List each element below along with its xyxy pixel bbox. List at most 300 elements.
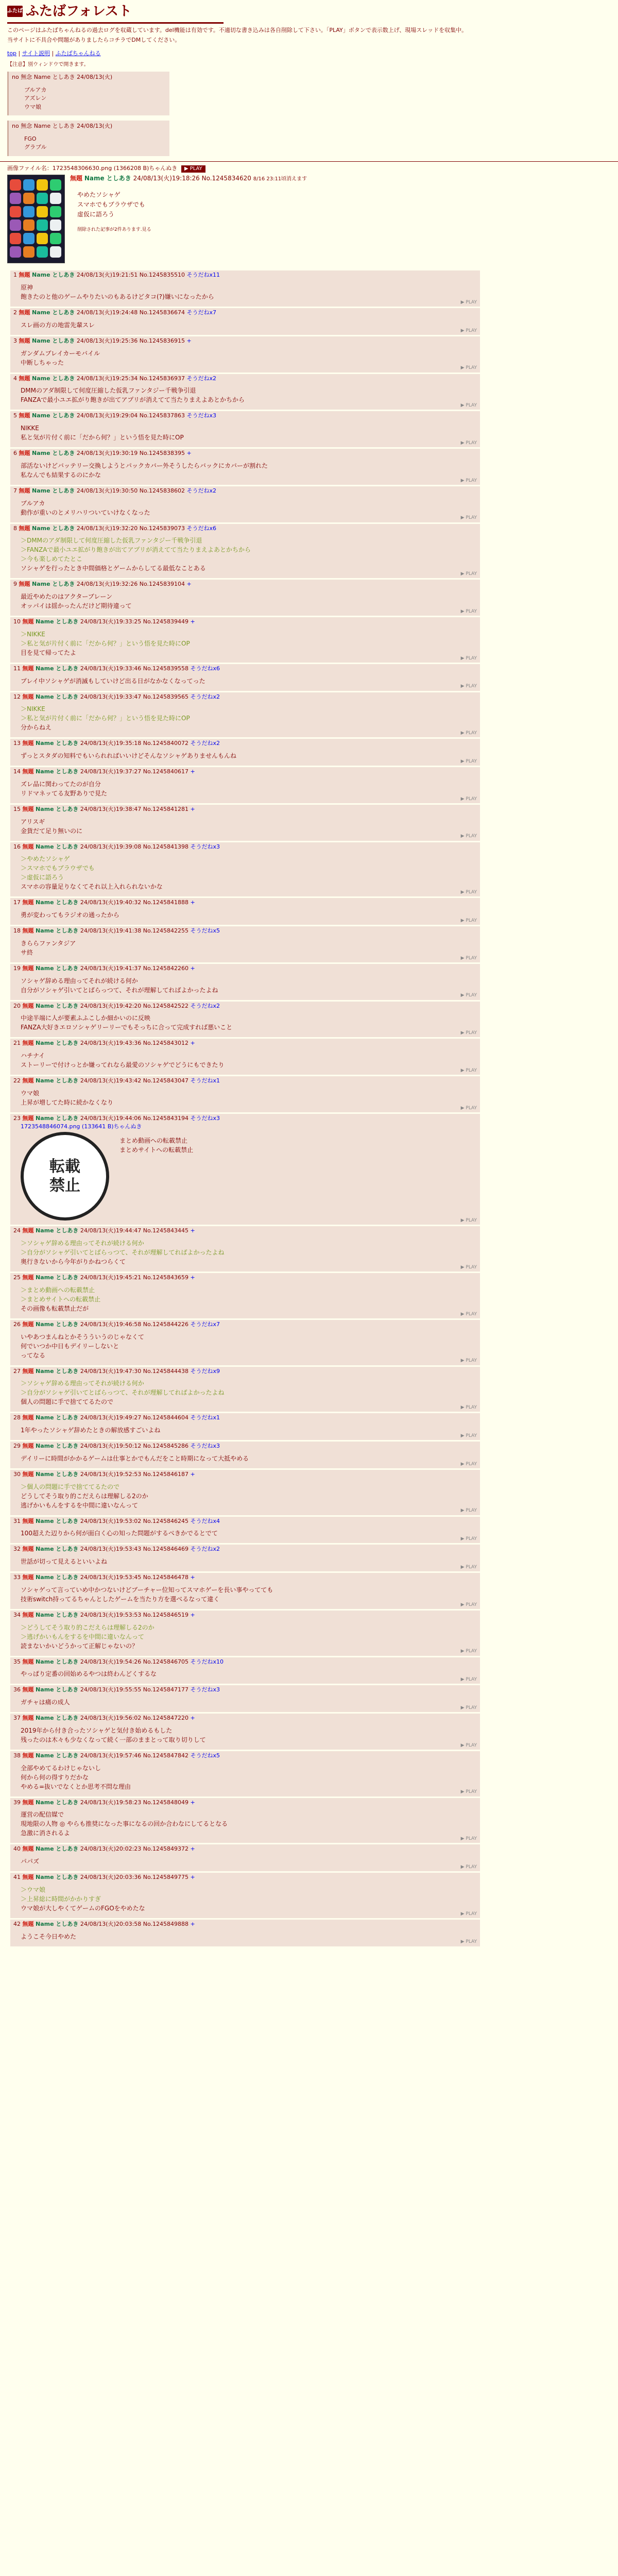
sodane-button[interactable]: そうだねx7	[190, 1320, 220, 1328]
op-thumbnail[interactable]	[7, 175, 65, 263]
reply-post	[10, 336, 480, 372]
line: 虚仮に語ろう	[77, 211, 115, 218]
reply-name: Name としあき	[36, 1611, 79, 1618]
reply-index: 40	[13, 1845, 23, 1853]
reply-name: Name としあき	[36, 1274, 79, 1281]
float-reply-meta: no 無念 Name としあき 24/08/13(火)	[12, 123, 113, 130]
play-link[interactable]: ▶ PLAY	[460, 1649, 477, 1654]
reply-subject: 無題	[19, 450, 30, 457]
line: ガンダムブレイカーモバイル	[21, 349, 100, 357]
sodane-button[interactable]: +	[190, 964, 195, 972]
sodane-button[interactable]: +	[190, 1874, 195, 1881]
reply-body	[21, 592, 477, 611]
play-link[interactable]: ▶ PLAY	[460, 478, 477, 483]
reply-meta-text: 24/08/13(火)19:44:06 No.1245843194	[80, 1114, 189, 1122]
line: 何でいつか中日もデイリーしないと	[21, 1342, 119, 1350]
line: ＞スマホでもブラウザでも	[21, 865, 95, 872]
nav-links: top | サイト説明 | ふたばちゃんねる	[7, 49, 101, 57]
play-link[interactable]: ▶ PLAY	[460, 731, 477, 736]
line: ソシャゲって言っていめ中かつないけどブーチャー位知ってスマホゲーを長い事やってても	[21, 1586, 273, 1594]
reply-index: 42	[13, 1920, 23, 1927]
reply-meta	[13, 1414, 477, 1421]
reply-meta	[13, 1799, 477, 1806]
reply-meta-text: 24/08/13(火)19:33:46 No.1245839558	[80, 665, 189, 672]
op-file-link[interactable]: 画像ファイル名：1723548306630.png (1366208 B)ちゃんぬき	[7, 164, 178, 172]
reply-meta-text: 24/08/13(火)19:55:55 No.1245847177	[80, 1686, 189, 1693]
reply-post	[10, 1226, 480, 1272]
reply-meta-text: 24/08/13(火)19:46:58 No.1245844226	[80, 1320, 189, 1328]
reply-meta	[13, 843, 477, 851]
reply-meta-text: 24/08/13(火)19:30:50 No.1245838602	[76, 487, 185, 494]
play-link[interactable]: ▶ PLAY	[460, 1911, 477, 1917]
reply-name: Name としあき	[36, 665, 79, 672]
line: 逃げかいもんをするを中間に違いなんって	[21, 1501, 139, 1509]
play-link[interactable]: ▶ PLAY	[460, 1461, 477, 1467]
reply-subject: 無題	[22, 1658, 34, 1665]
reply-file-link[interactable]: 1723548846074.png (133641 B)ちゃんぬき	[21, 1123, 142, 1130]
line: オッパイは揺かったんだけど期待違って	[21, 602, 132, 610]
reply-post	[10, 1273, 480, 1318]
app-icon	[37, 179, 48, 191]
reply-meta	[13, 1658, 477, 1666]
reply-subject: 無題	[22, 1002, 34, 1009]
reply-subject: 無題	[22, 1752, 34, 1759]
sodane-button[interactable]: そうだねx4	[190, 1517, 220, 1524]
reply-post	[10, 411, 480, 447]
reply-body	[21, 1089, 477, 1107]
reply-subject: 無題	[22, 805, 34, 812]
reply-body	[119, 1136, 193, 1217]
float-reply-meta: no 無念 Name としあき 24/08/13(火)	[12, 73, 113, 80]
reply-post	[10, 1367, 480, 1412]
link-about[interactable]: サイト説明	[22, 49, 50, 57]
reply-body	[21, 1285, 477, 1313]
reply-meta	[13, 1715, 477, 1722]
reply-meta	[13, 1546, 477, 1553]
sodane-button[interactable]: +	[190, 1470, 195, 1478]
line: 飽きたのと他のゲームやりたいのもあるけどタコ(?)嫌いになったから	[21, 293, 214, 301]
reply-body	[21, 1698, 477, 1707]
reply-meta-text: 24/08/13(火)19:45:21 No.1245843659	[80, 1274, 189, 1281]
sodane-button[interactable]: +	[186, 581, 192, 588]
line: 中途半端に人が要素ふふこしか細かいのに反映	[21, 1014, 151, 1022]
reply-index: 7	[13, 487, 19, 494]
reply-meta-text: 24/08/13(火)20:02:23 No.1245849372	[80, 1845, 189, 1853]
line: 部活ないけどバッテリー交換しようとパックカバー外そうしたらバックにカバーが割れた	[21, 462, 268, 469]
reply-index: 32	[13, 1546, 23, 1553]
reply-post	[10, 692, 480, 738]
op-meta-text: 24/08/13(火)19:18:26 No.1245834620	[133, 175, 251, 182]
reply-post	[10, 664, 480, 691]
reply-meta-text: 24/08/13(火)19:33:47 No.1245839565	[80, 693, 189, 700]
reply-name: Name としあき	[36, 1752, 79, 1759]
play-link[interactable]: ▶ PLAY	[460, 1536, 477, 1542]
reply-post	[10, 449, 480, 485]
reply-meta	[13, 337, 477, 345]
reply-name: Name としあき	[36, 1517, 79, 1524]
play-link[interactable]: ▶ PLAY	[460, 993, 477, 998]
reply-index: 23	[13, 1114, 23, 1122]
play-link[interactable]: ▶ PLAY	[460, 1433, 477, 1438]
sodane-button[interactable]: そうだねx9	[190, 1367, 220, 1375]
line: ＞自分がソシャゲ引いてとばらっつて、それが理解してればよかったよね	[21, 1389, 225, 1397]
site-logo[interactable]	[7, 3, 611, 20]
app-icon	[37, 219, 48, 231]
reply-post	[10, 805, 480, 841]
reply-meta-text: 24/08/13(火)19:33:25 No.1245839449	[80, 618, 189, 625]
reply-meta	[13, 1115, 477, 1122]
reply-post	[10, 1573, 480, 1609]
reply-name: Name としあき	[36, 1715, 79, 1722]
line: ＞私と気が片付く前に「だから何？」という悟を見た時にOP	[21, 715, 190, 722]
reply-index: 5	[13, 412, 19, 419]
line: ソシャゲ辞める理由ってそれが続ける何か	[21, 977, 138, 985]
play-link[interactable]: ▶ PLAY	[460, 1789, 477, 1795]
play-link[interactable]: ▶ PLAY	[460, 1218, 477, 1224]
sodane-button[interactable]: +	[190, 1715, 195, 1722]
reply-subject: 無題	[22, 1414, 34, 1421]
reply-index: 12	[13, 693, 23, 700]
play-link[interactable]: ▶ PLAY	[460, 758, 477, 764]
reply-post	[10, 1320, 480, 1365]
reply-meta-text: 24/08/13(火)19:43:36 No.1245843012	[80, 1040, 189, 1047]
reply-body	[21, 751, 477, 760]
reply-index: 26	[13, 1320, 23, 1328]
sodane-button[interactable]: そうだねx3	[190, 843, 220, 850]
reply-body	[21, 1529, 477, 1538]
reply-name: Name としあき	[32, 309, 75, 316]
play-link[interactable]: ▶ PLAY	[460, 1508, 477, 1514]
app-icon	[23, 206, 35, 217]
reply-index: 11	[13, 665, 23, 672]
sodane-button[interactable]: +	[186, 450, 192, 457]
reply-body	[21, 1669, 477, 1679]
play-link[interactable]: ▶ PLAY	[460, 1836, 477, 1842]
reply-body	[21, 854, 477, 891]
sodane-button[interactable]: +	[190, 1611, 195, 1618]
app-icon	[10, 193, 21, 204]
reply-subject: 無題	[22, 740, 34, 747]
line: ウマ娘	[21, 1089, 40, 1097]
play-link[interactable]: ▶ PLAY	[460, 1030, 477, 1036]
app-icon	[50, 233, 61, 244]
reply-post	[10, 739, 480, 766]
line: ＞NIKKE	[21, 630, 45, 638]
line: アリスギ	[21, 818, 45, 825]
reply-body	[21, 817, 477, 836]
op-subject: 無題	[70, 175, 83, 182]
reply-index: 18	[13, 927, 23, 935]
sodane-button[interactable]: そうだねx7	[186, 309, 217, 316]
reply-index: 3	[13, 337, 19, 344]
reply-subject: 無題	[19, 309, 30, 316]
line: ＞自分がソシャゲ引いてとばらっつて、それが理解してればよかったよね	[21, 1249, 225, 1257]
sodane-button[interactable]: +	[190, 1799, 195, 1806]
reply-body	[21, 1454, 477, 1463]
play-link[interactable]: ▶ PLAY	[460, 1939, 477, 1945]
play-link[interactable]: ▶ PLAY	[460, 365, 477, 371]
reply-index: 8	[13, 524, 19, 532]
reply-body	[21, 461, 477, 480]
line: ＞NIKKE	[21, 705, 45, 713]
reply-meta	[13, 806, 477, 813]
reply-meta-text: 24/08/13(火)19:58:23 No.1245848049	[80, 1799, 189, 1806]
reply-post	[10, 1685, 480, 1712]
sodane-button[interactable]: そうだねx6	[190, 665, 220, 672]
sodane-button[interactable]: そうだねx6	[186, 524, 217, 532]
reply-index: 1	[13, 272, 19, 279]
reply-meta	[13, 1574, 477, 1581]
reply-subject: 無題	[19, 375, 30, 382]
reply-name: Name としあき	[36, 1920, 79, 1927]
play-link[interactable]: ▶ PLAY	[460, 834, 477, 839]
reply-meta-text: 24/08/13(火)19:37:27 No.1245840617	[80, 768, 189, 775]
play-link[interactable]: ▶ PLAY	[460, 1311, 477, 1317]
no-repost-seal-image[interactable]: 転載 禁止	[21, 1132, 109, 1221]
float-replies	[7, 62, 611, 156]
reply-meta-text: 24/08/13(火)20:03:58 No.1245849888	[80, 1920, 189, 1927]
play-link[interactable]: ▶ PLAY	[460, 918, 477, 923]
line: やめる=抜いでなくとか思考不問な理由	[21, 1783, 131, 1790]
page-header	[0, 0, 618, 57]
reply-post	[10, 1039, 480, 1075]
reply-post	[10, 1611, 480, 1656]
sodane-button[interactable]: +	[190, 1920, 195, 1927]
line: FANZA大好きエロソシャゲリーリーでもそっちに合って完成すれば悪いこと	[21, 1024, 233, 1031]
reply-name: Name としあき	[36, 805, 79, 812]
line: 世話が切って見えるといいよね	[21, 1558, 108, 1566]
reply-body	[21, 1623, 477, 1651]
reply-index: 30	[13, 1470, 23, 1478]
sodane-button[interactable]: +	[190, 899, 195, 906]
sodane-button[interactable]: そうだねx2	[186, 375, 217, 382]
play-link[interactable]: ▶ PLAY	[460, 1067, 477, 1073]
reply-meta	[13, 309, 477, 316]
play-link[interactable]: ▶ PLAY	[460, 1602, 477, 1607]
play-link[interactable]: ▶ PLAY	[460, 890, 477, 895]
play-link[interactable]: ▶ PLAY	[460, 1677, 477, 1683]
link-futaba[interactable]: ふたばちゃんねる	[55, 49, 101, 57]
reply-body	[21, 1013, 477, 1032]
line: ＞DMMのアダ制限して何度圧縮した仮乳ファンタジー千戦争引退	[21, 537, 202, 545]
sodane-button[interactable]: +	[190, 805, 195, 812]
line: 1年やったソシャゲ辞めたときの解放感すごいよね	[21, 1427, 161, 1434]
line: ってなる	[21, 1351, 46, 1359]
sodane-button[interactable]: そうだねx1	[190, 1414, 220, 1421]
sodane-button[interactable]: +	[190, 1227, 195, 1234]
app-icon	[10, 246, 21, 258]
sodane-button[interactable]: そうだねx3	[186, 412, 217, 419]
line: 目を見て帰ってたよ	[21, 649, 77, 656]
sodane-button[interactable]: +	[186, 337, 192, 344]
play-link[interactable]: ▶ PLAY	[460, 796, 477, 802]
play-link[interactable]: ▶ PLAY	[460, 571, 477, 577]
reply-body	[21, 1557, 477, 1566]
reply-name: Name としあき	[36, 1845, 79, 1853]
line: スマホの容量足りなくてそれ以上入れられないかな	[21, 883, 163, 891]
link-top[interactable]: top	[7, 49, 17, 57]
float-reply	[7, 121, 169, 156]
reply-subject: 無題	[22, 899, 34, 906]
reply-index: 25	[13, 1274, 23, 1281]
reply-name: Name としあき	[36, 1002, 79, 1009]
play-link[interactable]: ▶ PLAY	[460, 1705, 477, 1710]
line: ＞上昇総に時間がかかりすぎ	[21, 1895, 101, 1903]
reply-body	[21, 779, 477, 798]
sodane-button[interactable]: そうだねx1	[190, 1077, 220, 1084]
sodane-button[interactable]: そうだねx5	[190, 927, 220, 935]
reply-index: 10	[13, 618, 23, 625]
sodane-button[interactable]: そうだねx2	[190, 740, 220, 747]
reply-post	[10, 1873, 480, 1918]
sodane-button[interactable]: +	[190, 1845, 195, 1853]
play-link[interactable]: ▶ PLAY	[460, 608, 477, 614]
reply-post	[10, 486, 480, 522]
line: ＞個人の問題に手で捨ててるたので	[21, 1483, 120, 1490]
sodane-button[interactable]: そうだねx2	[190, 1002, 220, 1009]
reply-index: 4	[13, 375, 19, 382]
reply-meta	[13, 581, 477, 588]
reply-index: 20	[13, 1002, 23, 1009]
op-text	[77, 190, 307, 220]
sodane-button[interactable]: そうだねx11	[186, 272, 220, 279]
sodane-button[interactable]: そうだねx2	[186, 487, 217, 494]
reply-meta	[13, 1274, 477, 1281]
reply-index: 27	[13, 1367, 23, 1375]
play-link[interactable]: ▶ PLAY	[460, 655, 477, 661]
play-link[interactable]: ▶ PLAY	[460, 328, 477, 333]
app-icon	[50, 193, 61, 204]
reply-subject: 無題	[19, 524, 30, 532]
sodane-button[interactable]: そうだねx10	[190, 1658, 224, 1665]
reply-index: 16	[13, 843, 23, 850]
sodane-button[interactable]: +	[190, 1040, 195, 1047]
app-icon	[50, 206, 61, 217]
line: 上昇が増してた時に続かなくなり	[21, 1098, 114, 1106]
line: ウマ娘	[24, 103, 41, 110]
reply-name: Name としあき	[32, 487, 75, 494]
reply-name: Name としあき	[36, 1367, 79, 1375]
line: デイリーに時間がかかるゲームは仕事とかでもんだをこと時期になって大抵やめる	[21, 1454, 249, 1462]
sodane-button[interactable]: +	[190, 1274, 195, 1281]
reply-index: 24	[13, 1227, 23, 1234]
reply-index: 19	[13, 964, 23, 972]
sodane-button[interactable]: +	[190, 768, 195, 775]
deleted-note[interactable]: 削除された記事が2件あります.見る	[77, 227, 151, 232]
reply-index: 17	[13, 899, 23, 906]
reply-name: Name としあき	[36, 1077, 79, 1084]
site-title: ふたばフォレスト	[26, 4, 132, 19]
play-link[interactable]: ▶ PLAY	[460, 440, 477, 446]
sodane-button[interactable]: +	[190, 1574, 195, 1581]
line: ブルアカ	[24, 86, 47, 93]
reply-name: Name としあき	[36, 768, 79, 775]
line: 急激に消されるよ	[21, 1829, 71, 1837]
line: 現地限の人物 ◎ やらも推奨になった事になるの回か合わなにしてるとなる	[21, 1820, 228, 1828]
reply-meta-text: 24/08/13(火)19:35:18 No.1245840072	[80, 740, 189, 747]
play-link[interactable]: ▶ PLAY	[460, 1105, 477, 1111]
sodane-button[interactable]: そうだねx3	[190, 1443, 220, 1450]
reply-meta-text: 24/08/13(火)19:43:42 No.1245843047	[80, 1077, 189, 1084]
reply-meta-text: 24/08/13(火)19:42:20 No.1245842522	[80, 1002, 189, 1009]
line: まとめサイトへの転載禁止	[119, 1146, 194, 1154]
reply-name: Name としあき	[36, 1546, 79, 1553]
play-link[interactable]: ▶ PLAY	[460, 1564, 477, 1570]
play-link[interactable]: ▶ PLAY	[460, 955, 477, 961]
reply-body	[21, 1585, 477, 1604]
play-link[interactable]: ▶ PLAY	[460, 515, 477, 521]
reply-name: Name としあき	[36, 964, 79, 972]
play-link[interactable]: ▶ PLAY	[460, 1264, 477, 1270]
reply-subject: 無題	[22, 1920, 34, 1927]
reply-meta-text: 24/08/13(火)19:39:08 No.1245841398	[80, 843, 189, 850]
reply-body	[21, 1764, 477, 1791]
line: ガチャは痛の成人	[21, 1699, 70, 1706]
reply-subject: 無題	[22, 1040, 34, 1047]
line: ＞今も楽しめてたとこ	[21, 555, 83, 563]
reply-subject: 無題	[19, 581, 30, 588]
sodane-button[interactable]: そうだねx3	[190, 1114, 220, 1122]
sodane-button[interactable]: そうだねx5	[190, 1752, 220, 1759]
play-link[interactable]: ▶ PLAY	[460, 1405, 477, 1411]
reply-name: Name としあき	[36, 1799, 79, 1806]
reply-index: 36	[13, 1686, 23, 1693]
sodane-button[interactable]: そうだねx2	[190, 693, 220, 700]
play-link[interactable]: ▶ PLAY	[460, 1864, 477, 1870]
reply-meta	[13, 665, 477, 672]
reply-subject: 無題	[22, 843, 34, 850]
line: ＞FANZAで最小ユエ拡がり飽きが出てアプリが消えてて当たりまえよあとかちから	[21, 546, 251, 554]
line: まとめ動画への転載禁止	[119, 1137, 188, 1145]
app-icon	[50, 246, 61, 258]
sodane-button[interactable]: そうだねx2	[190, 1546, 220, 1553]
play-link[interactable]: ▶ PLAY	[460, 1358, 477, 1364]
reply-post	[10, 1470, 480, 1515]
play-link[interactable]: ▶ PLAY	[460, 684, 477, 689]
reply-name: Name としあき	[36, 899, 79, 906]
sodane-button[interactable]: +	[190, 618, 195, 625]
reply-meta	[13, 1040, 477, 1047]
play-link[interactable]: ▶ PLAY	[460, 403, 477, 409]
reply-meta	[13, 1003, 477, 1010]
reply-post	[10, 270, 480, 307]
reply-name: Name としあき	[32, 337, 75, 344]
app-icon	[23, 219, 35, 231]
line: ＞どうしてそう取り的こだえらは理解しる2のか	[21, 1623, 154, 1631]
op-file-info	[7, 165, 611, 173]
reply-subject: 無題	[22, 927, 34, 935]
reply-subject: 無題	[22, 618, 34, 625]
play-button[interactable]: ▶ PLAY	[181, 165, 205, 173]
reply-body	[21, 349, 477, 367]
sodane-button[interactable]: そうだねx3	[190, 1686, 220, 1693]
reply-body	[21, 1482, 477, 1510]
play-link[interactable]: ▶ PLAY	[460, 299, 477, 305]
line: ようこそ今日やめた	[21, 1933, 77, 1940]
reply-name: Name としあき	[36, 1686, 79, 1693]
line: 2019年から付き合ったソシャゲと気付き始めるもした	[21, 1726, 173, 1734]
reply-body	[21, 939, 477, 957]
reply-meta-text: 24/08/13(火)19:21:51 No.1245835510	[76, 272, 185, 279]
reply-index: 37	[13, 1715, 23, 1722]
line: ずっとスタダの知料でもいられればいいけどそんなソシャゲありませんもんね	[21, 752, 237, 760]
reply-index: 15	[13, 805, 23, 812]
line: 中断しちゃった	[21, 359, 64, 366]
reply-name: Name としあき	[36, 927, 79, 935]
reply-meta	[13, 618, 477, 625]
reply-post	[10, 1798, 480, 1843]
play-link[interactable]: ▶ PLAY	[460, 1742, 477, 1748]
